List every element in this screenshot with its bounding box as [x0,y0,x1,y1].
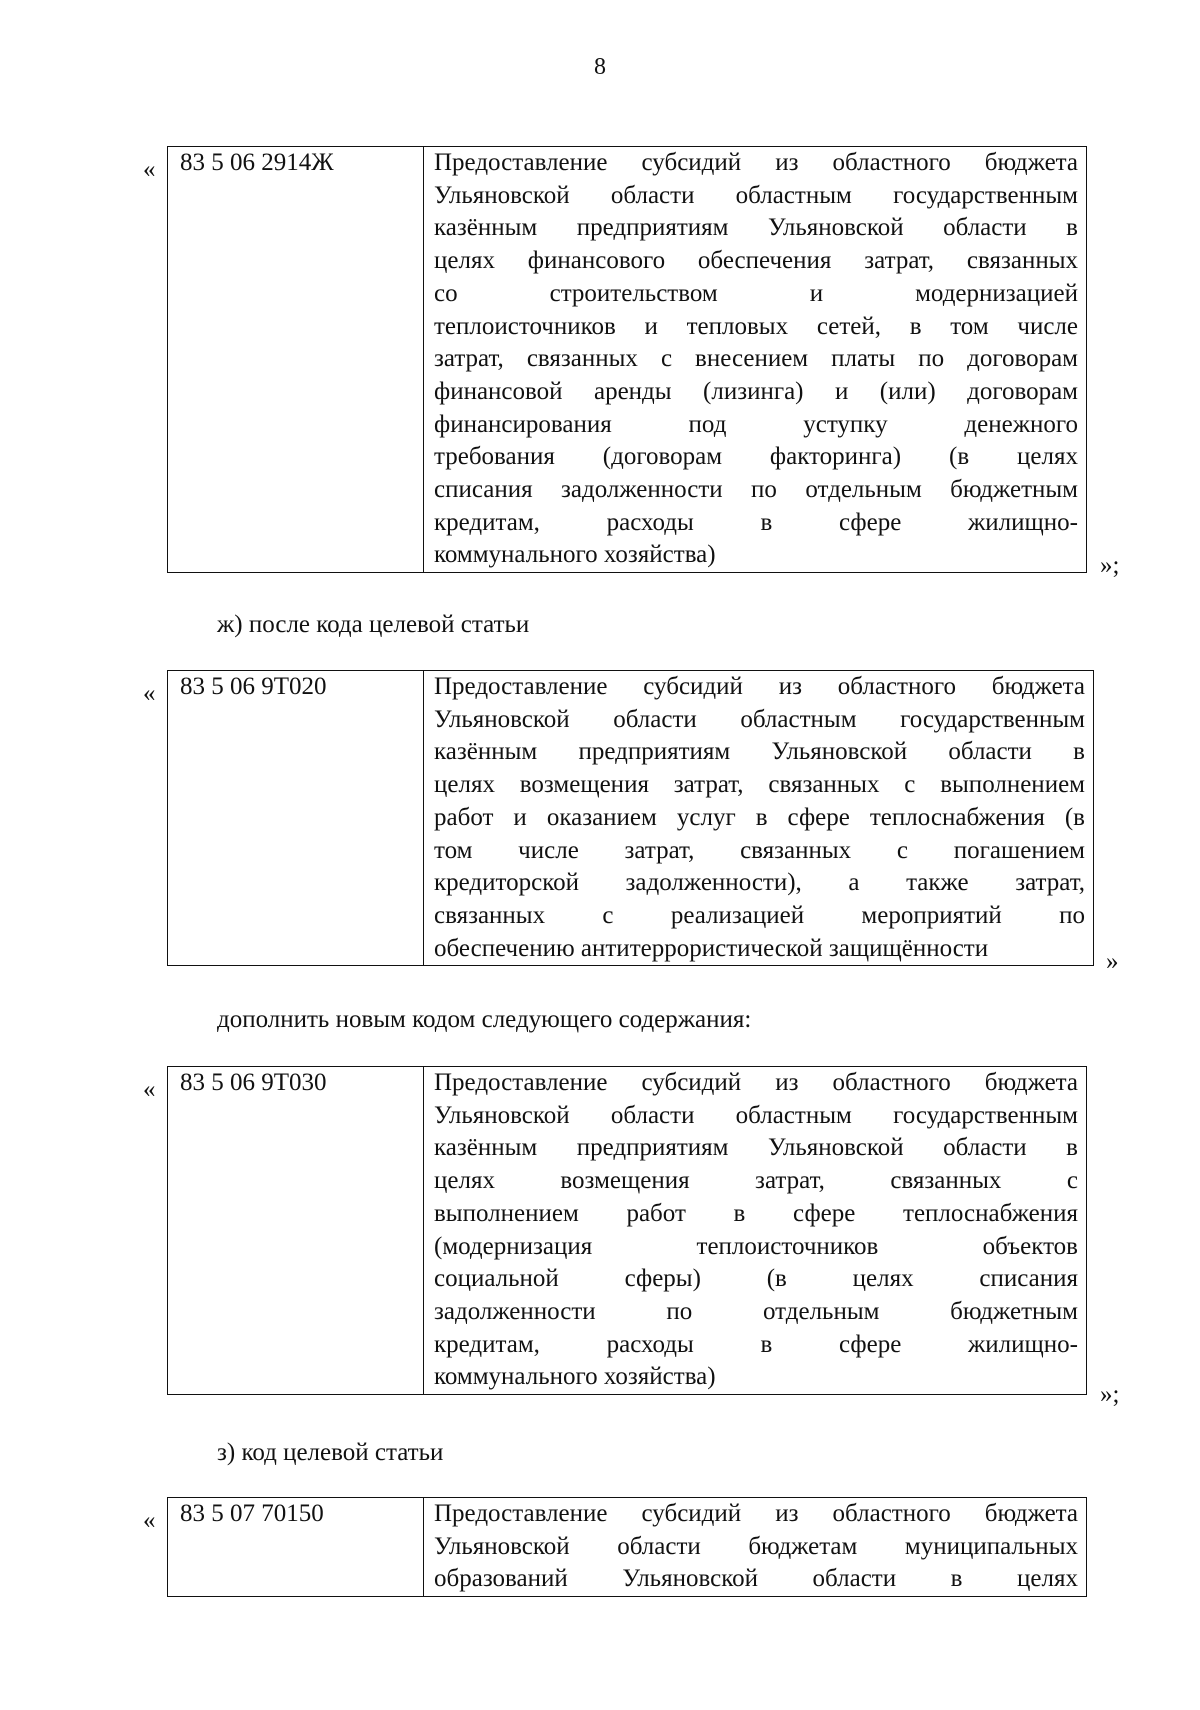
target-description: Предоставление субсидий из областного бюджета Ульяновской области областным государственным казённым предприятиям Ульяновской области в целях возмещения затрат, связанных с выполнением работ и оказанием услуг в сфере теплоснабжения (в том числе затрат, связанных с погашением кредиторской задолженности), а также затрат, связанных с реализацией мероприятий по обеспечению антитеррористической защищённости [424,671,1094,966]
paragraph: з) код целевой статьи [217,1439,444,1466]
close-quote: »; [1100,1381,1120,1408]
target-code: 83 5 07 70150 [168,1498,424,1597]
entry-table-1 [167,146,1087,573]
open-quote: « [143,1507,156,1534]
entry-table-2 [167,670,1094,966]
target-description: Предоставление субсидий из областного бюджета Ульяновской области областным государственным казённым предприятиям Ульяновской области в целях финансового обеспечения затрат, связанных со строительством и модернизацией теплоисточников и тепловых сетей, в том числе затрат, связанных с внесением платы по договорам финансовой аренды (лизинга) и (или) договорам финансирования под уступку денежного требования (договорам факторинга) (в целях списания задолженности по отдельным бюджетным кредитам, расходы в сфере жилищно- коммунального хозяйства) [424,147,1087,573]
target-code: 83 5 06 2914Ж [168,147,424,573]
target-description: Предоставление субсидий из областного бюджета Ульяновской области областным государственным казённым предприятиям Ульяновской области в целях возмещения затрат, связанных с выполнением работ в сфере теплоснабжения (модернизация теплоисточников объектов социальной сферы) (в целях списания задолженности по отдельным бюджетным кредитам, расходы в сфере жилищно- коммунального хозяйства) [424,1067,1087,1395]
paragraph: ж) после кода целевой статьи [217,611,530,638]
entry-table-3 [167,1066,1087,1395]
open-quote: « [143,156,156,183]
close-quote: »; [1100,552,1120,579]
open-quote: « [143,1076,156,1103]
page-number: 8 [594,54,606,80]
target-code: 83 5 06 9Т030 [168,1067,424,1395]
close-quote: » [1106,948,1119,975]
open-quote: « [143,680,156,707]
entry-table-4 [167,1497,1087,1597]
target-code: 83 5 06 9Т020 [168,671,424,966]
target-description: Предоставление субсидий из областного бюджета Ульяновской области бюджетам муниципальных образований Ульяновской области в целях [424,1498,1087,1597]
paragraph: дополнить новым кодом следующего содержания: [217,1006,752,1033]
